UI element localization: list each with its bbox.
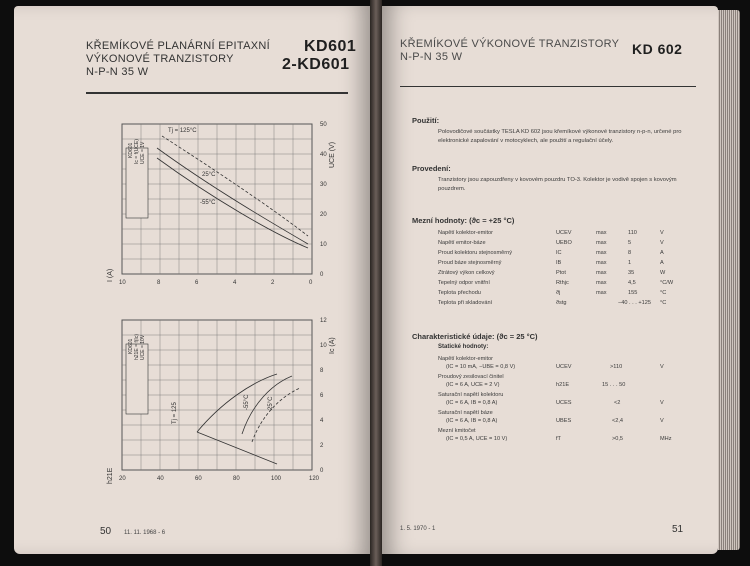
limits-table (438, 230, 718, 320)
left-title (86, 40, 270, 79)
chart-ticks (119, 318, 327, 482)
legend-entry: h21E = f(Ic) (134, 334, 140, 360)
y-tick-label: 0 (320, 468, 324, 474)
x-tick-label: 6 (195, 280, 199, 286)
x-axis-label: h21E (107, 467, 114, 484)
x-tick-label: 20 (119, 476, 126, 482)
curve-minus55 (157, 158, 308, 248)
limits-row: Tepelný odpor vnitřní Rthjc max 4,5 °C/W (438, 280, 674, 286)
y-tick-label: 20 (320, 212, 327, 218)
y-tick-label: 10 (320, 343, 327, 349)
y-tick-label: 50 (320, 122, 327, 128)
usage-text: Polovodičové součástky TESLA KD 602 jsou křemíkové výkonové tranzistory n-p-n, určené pro elektronické zapalování v motocyklech, ale použití a regulační účely. (438, 129, 682, 144)
x-tick-label: 0 (309, 280, 313, 286)
curve-25 (157, 148, 308, 244)
x-tick-label: 8 (157, 280, 161, 286)
curve-label: Tj = 125 (172, 402, 178, 424)
curve-125-lower (197, 432, 277, 464)
x-tick-label: 10 (119, 280, 126, 286)
legend-entry: UCE = 10V (140, 334, 146, 360)
legend-entry: UCE = 1V (140, 141, 146, 164)
limits-row: Napětí emitor-báze UEBO max 5 V (438, 240, 664, 246)
x-tick-label: 4 (233, 280, 237, 286)
y-tick-label: 40 (320, 152, 327, 158)
design-heading: Provedení: (412, 164, 451, 173)
curve-label: 25°C (202, 172, 216, 178)
characteristics-subheading: Statické hodnoty: (438, 344, 489, 350)
characteristics-row: Saturační napětí kolektoru (IC = 6 A, IB = 0,8 A) UCES <2 V (438, 392, 664, 406)
legend-entry: KD601 (128, 142, 134, 158)
chart-ic-vce (102, 118, 352, 288)
left-page (14, 6, 370, 554)
right-title-line: N-P-N 35 W (400, 51, 463, 63)
limits-row: Teplota při skladování ϑstg −40 . . . +125 °C (438, 300, 667, 306)
curve-label: -55°C (200, 200, 216, 206)
book-spine (370, 0, 382, 566)
right-code: KD 602 (632, 41, 683, 57)
left-page-number: 50 (100, 526, 112, 537)
design-text: Tranzistory jsou zapouzdřeny v kovovém pouzdru TO-3. Kolektor je vodivě spojen s kovovým pouzdrem. (438, 177, 677, 192)
characteristics-row: Proudový zesilovací činitel (IC = 6 A, UCE = 2 V) h21E 15 . . . 50 (438, 374, 626, 388)
limits-row: Ztrátový výkon celkový Ptot max 35 W (438, 270, 666, 276)
characteristics-row: Mezní kmitočet (IC = 0,5 A, UCE = 10 V) fT >0,5 MHz (438, 428, 672, 442)
legend-entry: KD601 (128, 338, 134, 354)
right-page-number: 51 (672, 524, 684, 535)
curve-label: Tj = 125°C (168, 128, 197, 134)
y-tick-label: 4 (320, 418, 324, 424)
y-tick-label: 30 (320, 182, 327, 188)
characteristics-table (438, 356, 708, 446)
y-tick-label: 2 (320, 443, 324, 449)
right-title (400, 38, 619, 64)
curve-125 (162, 136, 308, 236)
usage-heading: Použití: (412, 116, 440, 125)
y-axis-label: Ic (A) (329, 337, 336, 354)
characteristics-heading: Charakteristické údaje: (ϑc = 25 °C) (412, 332, 538, 341)
limits-row: Teplota přechodu ϑj max 155 °C (438, 290, 667, 296)
x-tick-label: 120 (309, 476, 320, 482)
y-axis-label: UCE (V) (329, 141, 336, 168)
right-page (382, 6, 718, 554)
y-tick-label: 10 (320, 242, 327, 248)
x-tick-label: 40 (157, 476, 164, 482)
limits-row: Proud báze stejnosměrný IB max 1 A (438, 260, 664, 266)
limits-heading: Mezní hodnoty: (ϑc = +25 °C) (412, 216, 515, 225)
left-title-line: VÝKONOVÉ TRANZISTORY (86, 53, 234, 65)
x-tick-label: 60 (195, 476, 202, 482)
chart-ticks (119, 122, 327, 286)
curve-label: -55°C (244, 394, 250, 410)
chart-h21e-ic (102, 314, 352, 489)
right-title-line: KŘEMÍKOVÉ VÝKONOVÉ TRANZISTORY (400, 38, 620, 50)
x-tick-label: 80 (233, 476, 240, 482)
x-tick-label: 2 (271, 280, 275, 286)
y-tick-label: 8 (320, 368, 324, 374)
right-header-rule (400, 86, 696, 87)
y-tick-label: 6 (320, 393, 324, 399)
left-title-line: KŘEMÍKOVÉ PLANÁRNÍ EPITAXNÍ (86, 40, 270, 52)
chart-grid (122, 320, 312, 470)
left-code-primary: KD601 (304, 38, 357, 55)
left-footer: 11. 11. 1968 - 6 (124, 530, 166, 536)
limits-row: Proud kolektoru stejnosměrný IC max 8 A (438, 250, 664, 256)
limits-row: Napětí kolektor-emitor UCEV max 110 V (438, 230, 664, 236)
legend-entry: Ic = f(UCE) (134, 139, 140, 164)
characteristics-row: Saturační napětí báze (IC = 6 A, IB = 0,8 A) UBES <2,4 V (438, 410, 664, 424)
x-axis-label: I (A) (107, 268, 114, 282)
left-code-secondary: 2-KD601 (282, 56, 350, 73)
curve-125 (197, 374, 277, 432)
y-tick-label: 0 (320, 272, 324, 278)
x-tick-label: 100 (271, 476, 282, 482)
characteristics-row: Napětí kolektor-emitor (IC = 10 mA, −UBE = 0,8 V) UCEV >110 V (438, 356, 664, 370)
left-title-line: N-P-N 35 W (86, 66, 149, 78)
curve-label: 25°C (268, 396, 274, 410)
left-header-rule (86, 92, 348, 94)
y-tick-label: 12 (320, 318, 327, 324)
right-footer: 1. 5. 1970 - 1 (400, 526, 436, 532)
